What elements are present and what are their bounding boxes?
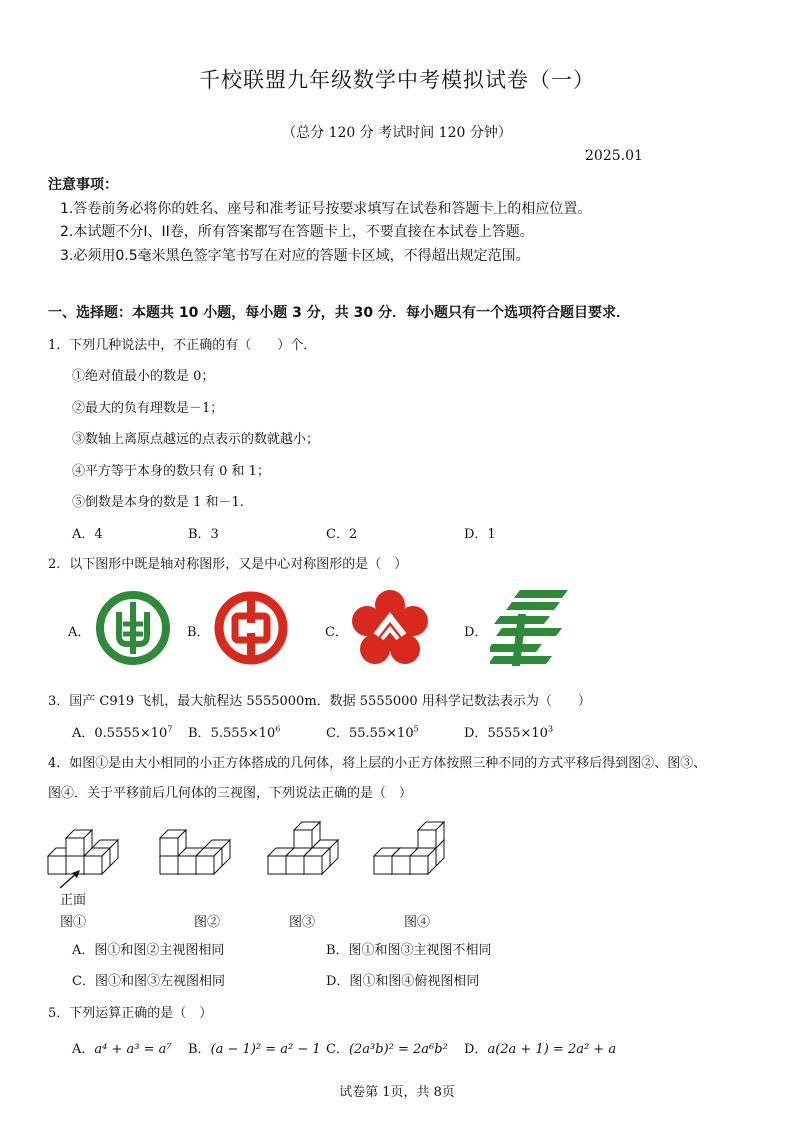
notice-title: 注意事项：: [48, 177, 118, 193]
question-4-option-b: B．图①和图③主视图不相同: [326, 943, 492, 958]
option-base: 55.55×10: [348, 726, 414, 741]
question-5-option-c: [326, 1038, 448, 1057]
option-label: D．: [464, 726, 488, 741]
unit-cube: [304, 848, 330, 874]
exam-date: 2025.01: [585, 148, 643, 164]
page-footer: 试卷第 1页，共 8页: [339, 1085, 455, 1100]
question-1-option-a: A．4: [72, 527, 103, 542]
figure-2-label: 图②: [194, 915, 221, 930]
question-1-option-d: D．1: [464, 527, 496, 542]
question-1-statement: ③数轴上离原点越远的点表示的数就越小；: [72, 432, 320, 447]
option-base: 0.5555×10: [94, 726, 168, 741]
question-1-stem: 1．下列几种说法中，不正确的有（ ）个．: [48, 338, 317, 353]
unit-cube: [418, 822, 444, 848]
figure-3-label: 图③: [289, 915, 316, 930]
question-4-stem-line-2: 图④．关于平移前后几何体的三视图，下列说法正确的是（ ）: [48, 786, 413, 801]
question-1-option-c: C．2: [326, 527, 358, 542]
question-1-statement: ④平方等于本身的数只有 0 和 1；: [72, 464, 270, 479]
option-base: 5.555×10: [210, 726, 276, 741]
option-label: C．: [326, 1042, 349, 1057]
question-5-option-b: [188, 1038, 321, 1057]
question-4-stem-line-1: 4．如图①是由大小相同的小正方体搭成的几何体，将上层的小正方体按照三种不同的方式平移后得到图②、图③、: [48, 756, 707, 771]
unit-cube: [66, 830, 92, 856]
question-4-option-d: D．图①和图④俯视图相同: [326, 974, 480, 989]
option-label: B．: [188, 726, 211, 741]
figure-4-label: 图④: [404, 915, 431, 930]
option-label: B．: [188, 1042, 211, 1057]
red-flower-logo-icon: [350, 589, 430, 669]
front-view-label: 正面: [60, 893, 87, 908]
question-2-stem: 2．以下图形中既是轴对称图形，又是中心对称图形的是（ ）: [48, 557, 408, 572]
question-3-option-c: [326, 722, 419, 741]
green-post-logo-icon: [490, 588, 570, 668]
exam-info: （总分 120 分 考试时间 120 分钟）: [282, 125, 512, 141]
question-1-option-b: B．3: [188, 527, 219, 542]
option-label: A．: [72, 1042, 95, 1057]
question-1-statement: ⑤倒数是本身的数是 1 和－1.: [72, 495, 244, 510]
question-5-stem: 5．下列运算正确的是（ ）: [48, 1006, 213, 1021]
unit-cube: [160, 830, 186, 856]
question-2-option-c-label: C．: [325, 625, 348, 640]
option-expression: (a − 1)² = a² − 1: [210, 1042, 321, 1057]
option-label: C．: [326, 726, 349, 741]
unit-cube: [196, 848, 222, 874]
option-label: D．: [464, 1042, 488, 1057]
option-exponent: 3: [547, 724, 554, 734]
option-base: 5555×10: [487, 726, 548, 741]
question-3-stem: 3．国产 C919 飞机，最大航程达 5555000m．数据 5555000 用科学记数法表示为（ ）: [48, 694, 591, 709]
question-3-option-a: [72, 722, 172, 741]
question-1-statement: ②最大的负有理数是－1；: [72, 401, 224, 416]
option-expression: a⁴ + a³ = a⁷: [94, 1042, 172, 1057]
notice-item: 1.答卷前务必将你的姓名、座号和准考证号按要求填写在试卷和答题卡上的相应位置。: [60, 201, 592, 217]
section-heading: 一、选择题：本题共 10 小题，每小题 3 分，共 30 分．每小题只有一个选项符合题目要求．: [48, 305, 630, 321]
unit-cube: [410, 848, 436, 874]
figure-4-cubes: [372, 806, 462, 876]
question-5-option-a: [72, 1038, 172, 1057]
figure-2-cubes: [158, 806, 248, 876]
option-label: A．: [72, 726, 95, 741]
figure-3-cubes: [266, 806, 356, 876]
question-3-option-d: [464, 722, 553, 741]
question-4-option-a: A．图①和图②主视图相同: [72, 943, 225, 958]
unit-cube: [294, 822, 320, 848]
question-1-statement: ①绝对值最小的数是 0；: [72, 369, 215, 384]
question-3-option-b: [188, 722, 280, 741]
figure-1-cubes: [46, 806, 136, 876]
notice-item: 2.本试题不分I、II卷，所有答案都写在答题卡上，不要直接在本试卷上答题。: [60, 224, 534, 240]
page-title: 千校联盟九年级数学中考模拟试卷（一）: [199, 68, 595, 92]
question-2-option-a-label: A．: [68, 625, 91, 640]
question-5-option-d: [464, 1038, 616, 1057]
option-expression: a(2a + 1) = 2a² + a: [487, 1042, 617, 1057]
option-exponent: 6: [275, 724, 281, 734]
option-exponent: 5: [413, 724, 419, 734]
option-exponent: 7: [167, 724, 173, 734]
red-bank-logo-icon: [213, 590, 289, 666]
figure-1-label: 图①: [60, 915, 87, 930]
option-expression: (2a³b)² = 2a⁶b²: [348, 1042, 448, 1057]
question-4-option-c: C．图①和图③左视图相同: [72, 974, 225, 989]
question-2-option-d-label: D．: [464, 625, 488, 640]
notice-item: 3.必须用0.5毫米黑色签字笔书写在对应的答题卡区域，不得超出规定范围。: [60, 248, 530, 264]
green-bank-logo-icon: [95, 590, 171, 666]
question-2-option-b-label: B．: [187, 625, 210, 640]
